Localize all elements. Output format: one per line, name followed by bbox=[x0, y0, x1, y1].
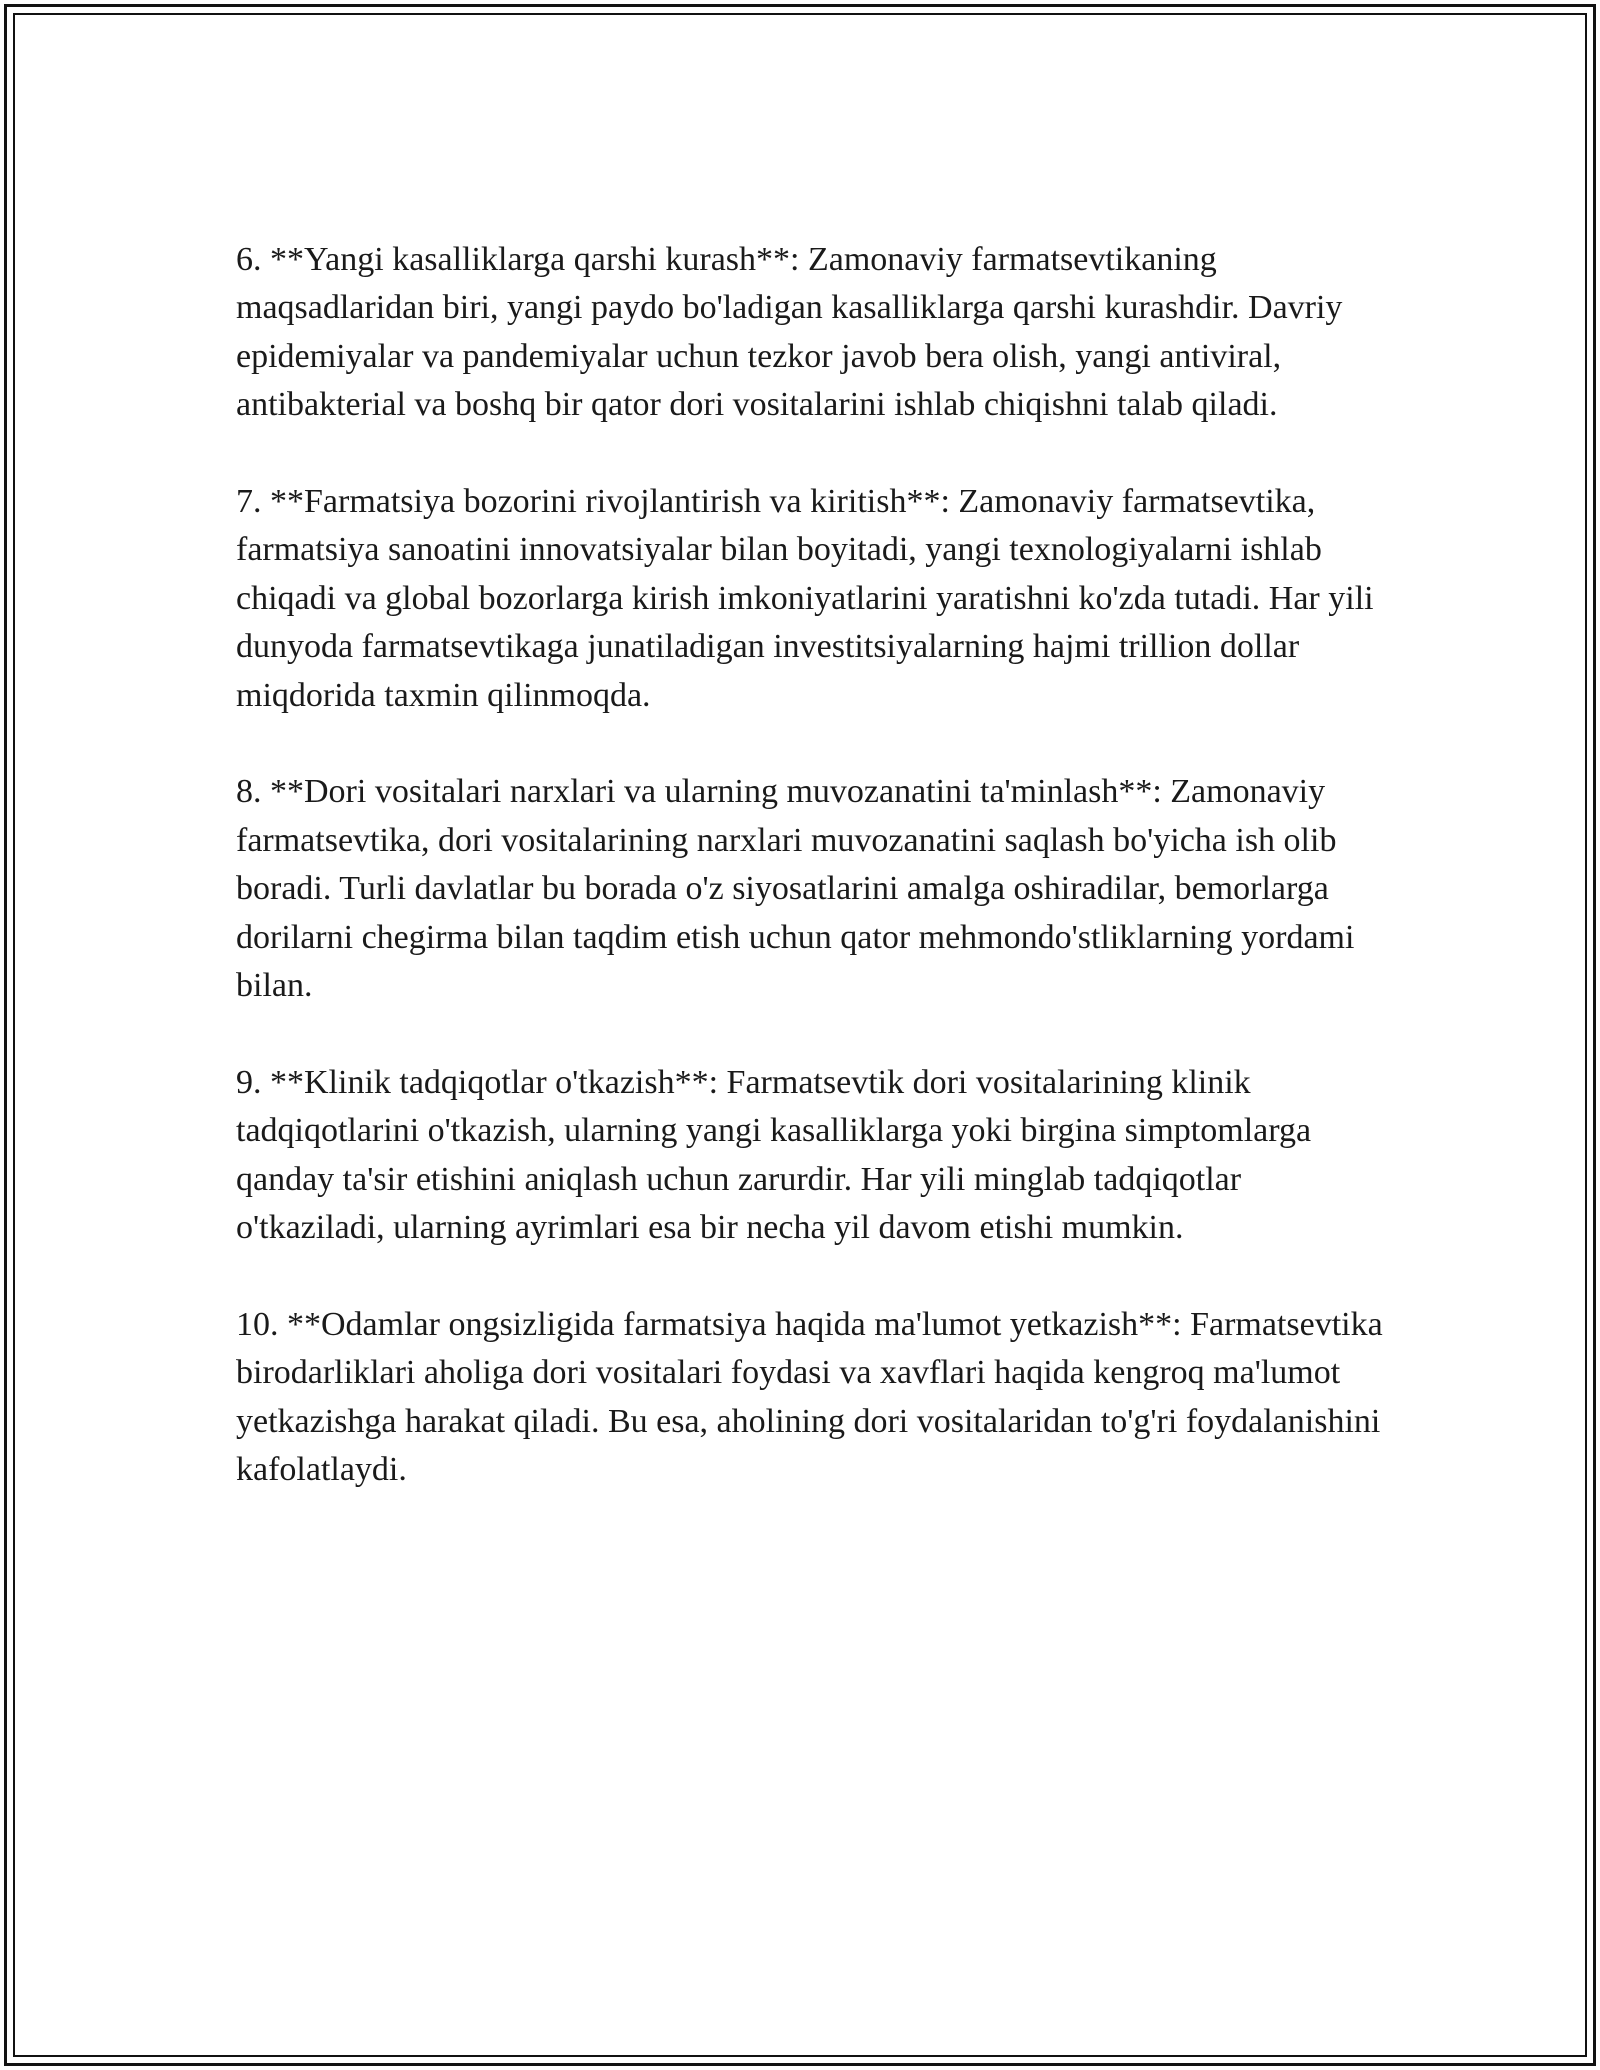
paragraph-item-6: 6. **Yangi kasalliklarga qarshi kurash**: Zamonaviy farmatsevtikaning maqsadlaridan biri, yangi paydo bo'ladigan kasalliklarga qarshi kurashdir. Davriy epidemiyalar va pandemiyalar uchun tezkor javob bera olish, yangi antiviral, antibakterial va boshq bir qator dori vositalarini ishlab chiqishni talab qiladi. bbox=[236, 241, 1343, 424]
paragraph-item-9: 9. **Klinik tadqiqotlar o'tkazish**: Farmatsevtik dori vositalarining klinik tadqiqotlarini o'tkazish, ularning yangi kasalliklarga yoki birgina simptomlarga qanday ta'sir etishini aniqlash uchun zarurdir. Har yili minglab tadqiqotlar o'tkaziladi, ularning ayrimlari esa bir necha yil davom etishi mumkin. bbox=[236, 1063, 1312, 1247]
document-body bbox=[236, 236, 1386, 1495]
paragraph-item-10: 10. **Odamlar ongsizligida farmatsiya haqida ma'lumot yetkazish**: Farmatsevtika birodarliklari aholiga dori vositalari foydasi va xavflari haqida kengroq ma'lumot yetkazishga harakat qiladi. Bu esa, aholining dori vositalaridan to'g'ri foydalanishini kafolatlaydi. bbox=[236, 1305, 1383, 1489]
paragraph-item-7: 7. **Farmatsiya bozorini rivojlantirish va kiritish**: Zamonaviy farmatsevtika, farmatsiya sanoatini innovatsiyalar bilan boyitadi, yangi texnologiyalarni ishlab chiqadi va global bozorlarga kirish imkoniyatlarini yaratishni ko'zda tutadi. Har yili dunyoda farmatsevtikaga junatiladigan investitsiyalarning hajmi trillion dollar miqdorida taxmin qilinmoqda. bbox=[236, 483, 1374, 714]
paragraph-item-8: 8. **Dori vositalari narxlari va ularning muvozanatini ta'minlash**: Zamonaviy farmatsevtika, dori vositalarining narxlari muvozanatini saqlash bo'yicha ish olib boradi. Turli davlatlar bu borada o'z siyosatlarini amalga oshiradilar, bemorlarga dorilarni chegirma bilan taqdim etish uchun qator mehmondo'stliklarning yordami bilan. bbox=[236, 773, 1355, 1005]
